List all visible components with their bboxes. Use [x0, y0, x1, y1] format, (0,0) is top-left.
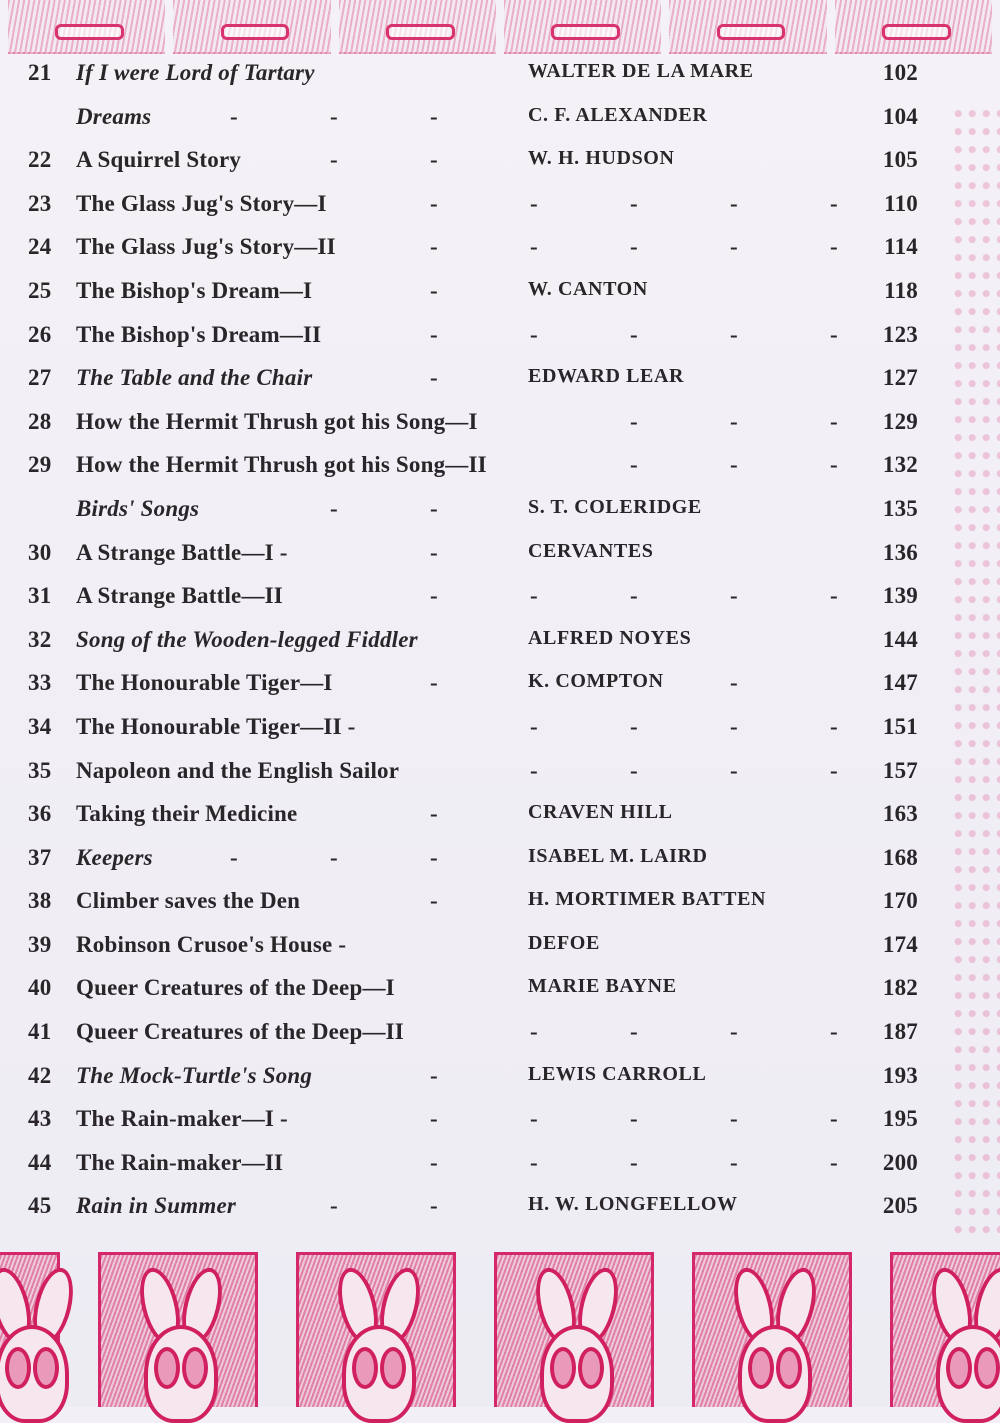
- entry-number: 36: [28, 801, 52, 827]
- entry-title[interactable]: A Strange Battle—II: [76, 583, 283, 609]
- toc-entry[interactable]: [0, 1011, 1000, 1055]
- toc-entry[interactable]: [0, 880, 1000, 924]
- dot-leader: -: [630, 757, 638, 783]
- entry-title[interactable]: Napoleon and the English Sailor: [76, 757, 400, 783]
- entry-page-number[interactable]: 110: [884, 190, 918, 216]
- entry-title[interactable]: Queer Creatures of the Deep—I: [76, 975, 395, 1001]
- entry-author: W. H. HUDSON: [528, 147, 675, 170]
- dot-leader: -: [530, 1106, 538, 1132]
- dot-leader: -: [430, 1106, 438, 1132]
- entry-title[interactable]: How the Hermit Thrush got his Song—I: [76, 408, 478, 434]
- toc-entry[interactable]: [0, 575, 1000, 619]
- entry-page-number[interactable]: 195: [882, 1106, 918, 1132]
- rabbit-illustration-panel: [692, 1252, 852, 1407]
- illustration-panel: [173, 0, 330, 54]
- rabbit-illustration-panel: [0, 1252, 60, 1407]
- dot-leader: -: [430, 103, 438, 129]
- entry-page-number[interactable]: 151: [882, 713, 918, 739]
- entry-page-number[interactable]: 102: [882, 60, 918, 85]
- toc-entry[interactable]: [0, 314, 1000, 358]
- dot-leader: -: [530, 190, 538, 216]
- dot-leader: -: [230, 844, 238, 870]
- entry-number: 28: [28, 408, 52, 434]
- dot-leader: -: [830, 234, 838, 260]
- entry-page-number[interactable]: 135: [882, 495, 918, 521]
- entry-page-number[interactable]: 132: [882, 452, 918, 478]
- dot-leader: -: [730, 1106, 738, 1132]
- dot-leader: -: [630, 452, 638, 478]
- toc-entry[interactable]: [0, 96, 1000, 140]
- dot-leader: -: [430, 234, 438, 260]
- dot-leader: -: [430, 365, 438, 391]
- rabbit-illustration-panel: [98, 1252, 258, 1407]
- entry-title[interactable]: Robinson Crusoe's House -: [76, 931, 347, 957]
- dot-leader: -: [530, 1149, 538, 1175]
- toc-entry[interactable]: [0, 226, 1000, 270]
- toc-entry[interactable]: [0, 793, 1000, 837]
- toc-entry[interactable]: [0, 619, 1000, 663]
- entry-number: 23: [28, 190, 52, 216]
- dot-leader: -: [430, 888, 438, 914]
- dot-leader: -: [330, 1193, 338, 1219]
- dot-leader: -: [730, 321, 738, 347]
- toc-entry[interactable]: [0, 52, 1000, 96]
- entry-number: 26: [28, 321, 52, 347]
- toc-entry[interactable]: [0, 1185, 1000, 1229]
- toc-entry[interactable]: [0, 401, 1000, 445]
- entry-page-number[interactable]: 105: [882, 147, 918, 173]
- dot-leader: -: [330, 844, 338, 870]
- rabbit-icon: [722, 1267, 822, 1417]
- dot-leader: -: [530, 321, 538, 347]
- dot-leader: -: [430, 277, 438, 303]
- entry-page-number[interactable]: 104: [882, 103, 918, 129]
- dot-leader: -: [830, 583, 838, 609]
- dot-leader: -: [830, 713, 838, 739]
- entry-page-number[interactable]: 170: [882, 888, 918, 914]
- illustration-panel: [8, 0, 165, 54]
- entry-number: 22: [28, 147, 52, 173]
- entry-number: 32: [28, 626, 52, 652]
- illustration-panel: [504, 0, 661, 54]
- toc-entry[interactable]: [0, 183, 1000, 227]
- entry-title[interactable]: A Squirrel Story: [76, 147, 242, 173]
- entry-page-number[interactable]: 163: [882, 801, 918, 827]
- entry-title[interactable]: Keepers: [76, 844, 153, 870]
- entry-number: 45: [28, 1193, 52, 1219]
- entry-author: C. F. ALEXANDER: [528, 103, 708, 126]
- dot-leader: -: [830, 1106, 838, 1132]
- entry-number: 41: [28, 1019, 52, 1045]
- entry-title[interactable]: The Glass Jug's Story—I: [76, 190, 327, 216]
- dot-leader: -: [430, 1062, 438, 1088]
- dot-leader: -: [530, 757, 538, 783]
- entry-number: 38: [28, 888, 52, 914]
- dot-leader: -: [330, 103, 338, 129]
- entry-title[interactable]: Rain in Summer: [76, 1193, 237, 1219]
- entry-title[interactable]: Dreams: [76, 103, 152, 129]
- dot-leader: -: [430, 670, 438, 696]
- entry-page-number[interactable]: 168: [882, 844, 918, 870]
- dot-leader: -: [430, 801, 438, 827]
- dot-leader: -: [630, 1019, 638, 1045]
- entry-number: 29: [28, 452, 52, 478]
- illustration-panel: [669, 0, 826, 54]
- dot-leader: -: [630, 321, 638, 347]
- dot-leader: -: [830, 452, 838, 478]
- entry-page-number[interactable]: 147: [882, 670, 918, 696]
- entry-title[interactable]: Queer Creatures of the Deep—II: [76, 1019, 404, 1045]
- dot-leader: -: [630, 190, 638, 216]
- entry-number: 44: [28, 1149, 52, 1175]
- entry-page-number[interactable]: 129: [882, 408, 918, 434]
- entry-title[interactable]: The Honourable Tiger—II -: [76, 713, 356, 739]
- illustration-panel: [835, 0, 992, 54]
- dot-leader: -: [530, 583, 538, 609]
- rabbit-icon: [524, 1267, 624, 1417]
- entry-title[interactable]: Taking their Medicine: [76, 801, 298, 827]
- rabbit-illustration-panel: [494, 1252, 654, 1407]
- dot-leader: -: [430, 583, 438, 609]
- dot-leader: -: [330, 147, 338, 173]
- entry-number: 24: [28, 234, 52, 260]
- dot-leader: -: [230, 103, 238, 129]
- dot-leader: -: [630, 1106, 638, 1132]
- entry-number: 25: [28, 277, 52, 303]
- rabbit-illustration-panel: [296, 1252, 456, 1407]
- entry-author: LEWIS CARROLL: [528, 1062, 707, 1085]
- rabbit-illustration-panel: [890, 1252, 1000, 1407]
- entry-page-number[interactable]: 127: [882, 365, 918, 391]
- entry-author: MARIE BAYNE: [528, 975, 677, 998]
- dot-leader: -: [830, 757, 838, 783]
- dot-leader: -: [730, 713, 738, 739]
- entry-title[interactable]: Birds' Songs: [76, 495, 200, 521]
- entry-author: S. T. COLERIDGE: [528, 495, 702, 518]
- toc-entry[interactable]: [0, 924, 1000, 968]
- dot-leader: -: [730, 234, 738, 260]
- entry-number: 30: [28, 539, 52, 565]
- dot-leader: -: [430, 495, 438, 521]
- entry-author: DEFOE: [528, 931, 600, 954]
- dot-leader: -: [630, 1149, 638, 1175]
- entry-title[interactable]: If I were Lord of Tartary: [76, 60, 315, 85]
- entry-title[interactable]: Song of the Wooden-legged Fiddler: [76, 626, 418, 652]
- dot-leader: -: [730, 190, 738, 216]
- dot-leader: -: [730, 583, 738, 609]
- toc-entry[interactable]: [0, 750, 1000, 794]
- dot-leader: -: [430, 190, 438, 216]
- entry-title[interactable]: How the Hermit Thrush got his Song—II: [76, 452, 487, 478]
- entry-number: 39: [28, 931, 52, 957]
- entry-page-number[interactable]: 118: [884, 277, 918, 303]
- dot-leader: -: [430, 147, 438, 173]
- toc-entry[interactable]: [0, 357, 1000, 401]
- entry-number: 42: [28, 1062, 52, 1088]
- entry-author: CRAVEN HILL: [528, 801, 673, 824]
- bottom-rabbit-border: [0, 1252, 1000, 1407]
- entry-page-number[interactable]: 182: [882, 975, 918, 1001]
- entry-number: 37: [28, 844, 52, 870]
- entry-author: CERVANTES: [528, 539, 654, 562]
- dot-leader: -: [730, 452, 738, 478]
- entry-number: 35: [28, 757, 52, 783]
- entry-number: 34: [28, 713, 52, 739]
- dot-leader: -: [830, 1019, 838, 1045]
- toc-entry[interactable]: [0, 1098, 1000, 1142]
- toc-entry[interactable]: [0, 532, 1000, 576]
- dot-leader: -: [430, 844, 438, 870]
- dot-leader: -: [530, 713, 538, 739]
- toc-entry[interactable]: [0, 662, 1000, 706]
- dot-leader: -: [530, 234, 538, 260]
- entry-title[interactable]: A Strange Battle—I -: [76, 539, 288, 565]
- entry-page-number[interactable]: 174: [882, 931, 918, 957]
- entry-number: 43: [28, 1106, 52, 1132]
- table-of-contents: [0, 52, 1000, 1229]
- dot-leader: -: [530, 1019, 538, 1045]
- dot-leader: -: [730, 408, 738, 434]
- toc-entry[interactable]: [0, 444, 1000, 488]
- illustration-panel: [339, 0, 496, 54]
- entry-page-number[interactable]: 187: [882, 1019, 918, 1045]
- dot-leader: -: [730, 670, 738, 696]
- entry-page-number[interactable]: 123: [882, 321, 918, 347]
- dot-leader: -: [730, 1149, 738, 1175]
- entry-author: WALTER DE LA MARE: [528, 60, 754, 82]
- entry-author: ALFRED NOYES: [528, 626, 692, 649]
- entry-page-number[interactable]: 139: [882, 583, 918, 609]
- toc-entry[interactable]: [0, 837, 1000, 881]
- top-illustration-border: [0, 0, 1000, 52]
- rabbit-icon: [920, 1267, 1000, 1417]
- dot-leader: -: [730, 1019, 738, 1045]
- dot-leader: -: [730, 757, 738, 783]
- entry-page-number[interactable]: 136: [882, 539, 918, 565]
- entry-title[interactable]: The Rain-maker—I -: [76, 1106, 288, 1132]
- entry-author: H. MORTIMER BATTEN: [528, 888, 767, 911]
- toc-entry[interactable]: [0, 270, 1000, 314]
- entry-author: ISABEL M. LAIRD: [528, 844, 708, 867]
- entry-page-number[interactable]: 193: [882, 1062, 918, 1088]
- entry-page-number[interactable]: 114: [884, 234, 918, 260]
- toc-entry[interactable]: [0, 1055, 1000, 1099]
- dot-leader: -: [430, 321, 438, 347]
- entry-number: 27: [28, 365, 52, 391]
- dot-leader: -: [630, 408, 638, 434]
- entry-author: W. CANTON: [528, 277, 648, 300]
- toc-entry[interactable]: [0, 488, 1000, 532]
- entry-number: 31: [28, 583, 52, 609]
- dot-leader: -: [830, 1149, 838, 1175]
- entry-title[interactable]: The Mock-Turtle's Song: [76, 1062, 313, 1088]
- dot-leader: -: [630, 713, 638, 739]
- toc-entry[interactable]: [0, 1142, 1000, 1186]
- dot-leader: -: [830, 321, 838, 347]
- entry-page-number[interactable]: 205: [882, 1193, 918, 1219]
- toc-entry[interactable]: [0, 967, 1000, 1011]
- toc-entry[interactable]: [0, 706, 1000, 750]
- entry-number: 40: [28, 975, 52, 1001]
- dot-leader: -: [430, 1193, 438, 1219]
- dot-leader: -: [430, 1149, 438, 1175]
- rabbit-icon: [326, 1267, 426, 1417]
- entry-title[interactable]: The Table and the Chair: [76, 365, 313, 391]
- dot-leader: -: [630, 583, 638, 609]
- entry-number: 21: [28, 60, 52, 85]
- entry-page-number[interactable]: 144: [882, 626, 918, 652]
- entry-page-number[interactable]: 200: [882, 1149, 918, 1175]
- entry-title[interactable]: The Rain-maker—II: [76, 1149, 284, 1175]
- entry-title[interactable]: The Bishop's Dream—I: [76, 277, 313, 303]
- rabbit-icon: [0, 1267, 79, 1417]
- entry-title[interactable]: The Bishop's Dream—II: [76, 321, 322, 347]
- entry-author: K. COMPTON: [528, 670, 664, 693]
- entry-title[interactable]: The Honourable Tiger—I: [76, 670, 333, 696]
- dot-leader: -: [630, 234, 638, 260]
- toc-entry[interactable]: [0, 139, 1000, 183]
- rabbit-icon: [128, 1267, 228, 1417]
- entry-number: 33: [28, 670, 52, 696]
- entry-author: H. W. LONGFELLOW: [528, 1193, 738, 1216]
- entry-page-number[interactable]: 157: [882, 757, 918, 783]
- entry-title[interactable]: The Glass Jug's Story—II: [76, 234, 336, 260]
- dot-leader: -: [330, 495, 338, 521]
- entry-author: EDWARD LEAR: [528, 365, 685, 388]
- dot-leader: -: [830, 190, 838, 216]
- dot-leader: -: [430, 539, 438, 565]
- entry-title[interactable]: Climber saves the Den: [76, 888, 301, 914]
- dot-leader: -: [830, 408, 838, 434]
